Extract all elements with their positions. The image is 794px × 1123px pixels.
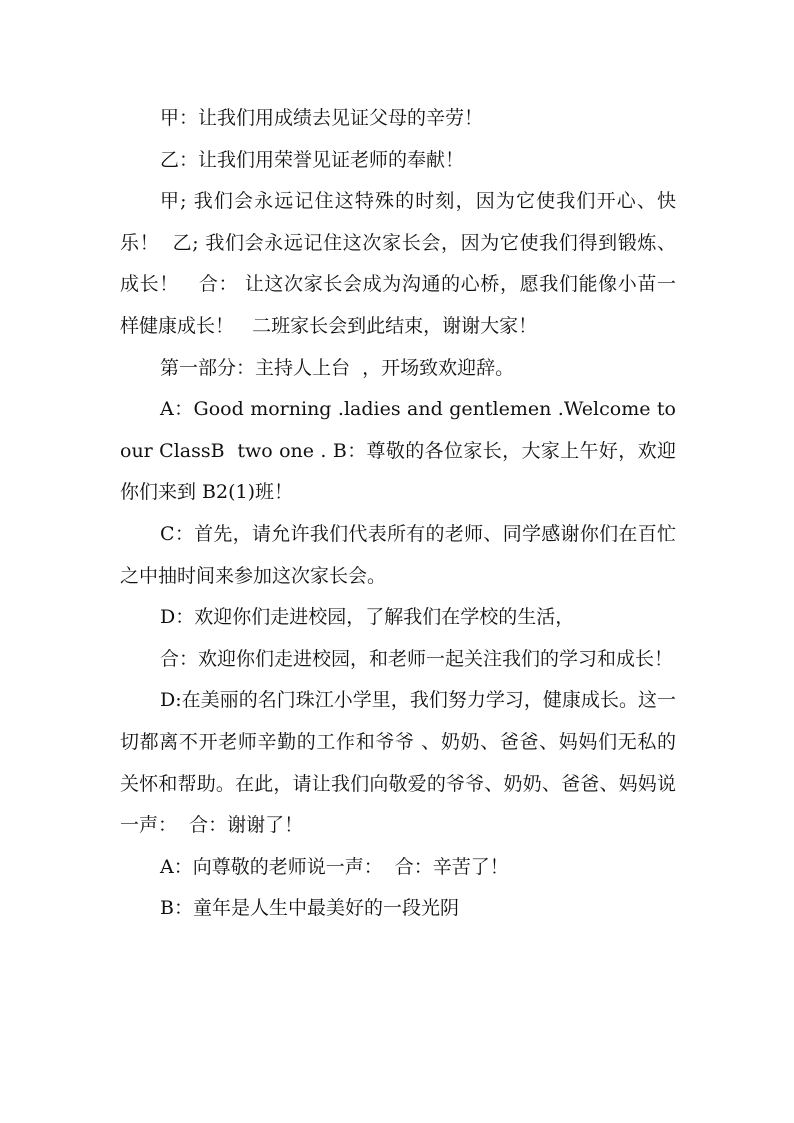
paragraph-jia-1: 甲：让我们用成绩去见证父母的辛劳！ (160, 107, 484, 129)
paragraph-he-welcome: 合：欢迎你们走进校园，和老师一起关注我们的学习和成长！ (160, 647, 674, 670)
paragraph-a-teacher: A：向尊敬的老师说一声： 合：辛苦了！ (160, 855, 509, 878)
paragraph-yi-1: 乙：让我们用荣誉见证老师的奉献！ (160, 148, 465, 171)
paragraph-d-school: D:在美丽的名门珠江小学里，我们努力学习，健康成长。这一切都离不开老师辛勤的工作和爷爷 、奶奶、爸爸、妈妈们无私的关怀和帮助。在此，请让我们向敬爱的爷爷、奶奶、爸爸、妈妈说一声： 合：谢谢了！ (120, 689, 676, 837)
paragraph-section-heading: 第一部分：主持人上台 ，开场致欢迎辞。 (160, 356, 515, 379)
paragraph-closing-dialogue: 甲; 我们会永远记住这特殊的时刻，因为它使我们开心、快乐！ 乙; 我们会永远记住这次家长会，因为它使我们得到锻炼、成长！ 合： 让这次家长会成为沟通的心桥，愿我们能像小苗一样健康成长！ 二班家长会到此结束，谢谢大家！ (120, 190, 676, 337)
paragraph-welcome-english: A：Good morning .ladies and gentlemen .Welcome to our ClassB two one . B：尊敬的各位家长，大家上午好，欢迎你们来到 B2(1)班！ (120, 398, 683, 504)
document-body (120, 98, 683, 930)
paragraph-b-childhood: B：童年是人生中最美好的一段光阴 (160, 897, 459, 920)
paragraph-d-welcome: D：欢迎你们走进校园，了解我们在学校的生活， (160, 606, 575, 629)
paragraph-c-thanks: C：首先，请允许我们代表所有的老师、同学感谢你们在百忙之中抽时间来参加这次家长会。 (120, 522, 676, 587)
